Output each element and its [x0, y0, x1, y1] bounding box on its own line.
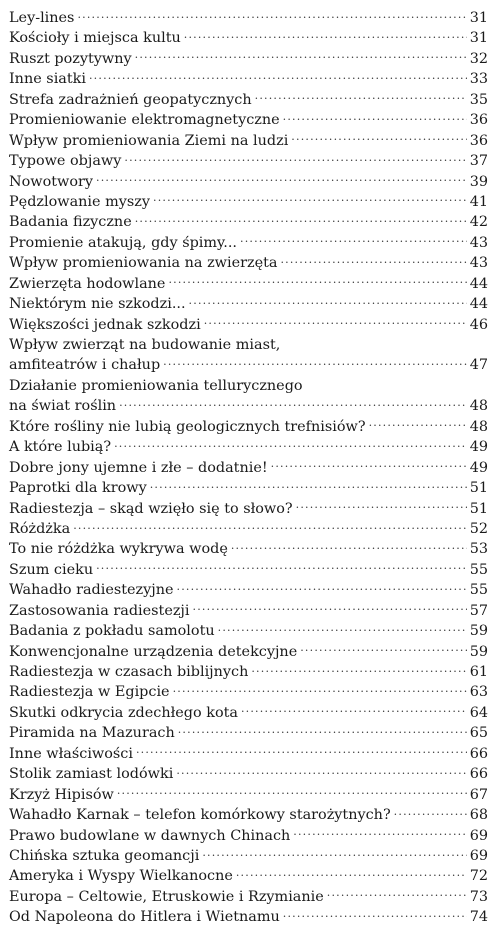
toc-entry	[9, 458, 488, 478]
toc-entry	[9, 805, 488, 825]
toc-entry-title: Piramida na Mazurach	[9, 725, 175, 742]
toc-entry-page-number: 39	[469, 173, 488, 190]
toc-entry-page-number: 61	[469, 664, 488, 681]
toc-entry-title: Szum cieku	[9, 561, 94, 578]
toc-entry-title: Dobre jony ujemne i złe – dodatnie!	[9, 459, 268, 476]
toc-entry-page-number: 69	[469, 847, 488, 864]
toc-entry-title: Inne siatki	[9, 71, 86, 88]
dot-leader	[178, 723, 467, 737]
toc-entry-title: Paprotki dla krowy	[9, 480, 147, 497]
toc-entry	[9, 376, 488, 417]
toc-entry-title: Inne właściwości	[9, 745, 133, 762]
toc-entry	[9, 478, 488, 498]
dot-leader	[117, 785, 467, 799]
table-of-contents	[9, 8, 488, 928]
toc-entry-title: Promieniowanie elektromagnetyczne	[9, 112, 280, 129]
toc-entry-title: Zwierzęta hodowlane	[9, 275, 166, 292]
dot-leader	[283, 110, 467, 124]
toc-entry-title: Promienie atakują, gdy śpimy...	[9, 234, 237, 251]
dot-leader	[293, 826, 466, 840]
toc-entry-page-number: 66	[469, 766, 488, 783]
toc-entry-title: Typowe objawy	[9, 153, 122, 170]
toc-entry	[9, 642, 488, 662]
toc-entry	[9, 28, 488, 48]
toc-entry	[9, 335, 488, 376]
toc-entry	[9, 703, 488, 723]
dot-leader	[89, 69, 467, 83]
toc-entry	[9, 437, 488, 457]
toc-entry-page-number: 64	[469, 704, 488, 721]
toc-entry	[9, 315, 488, 335]
toc-entry-page-number: 67	[469, 786, 488, 803]
dot-leader	[218, 621, 467, 635]
toc-entry-page-number: 44	[469, 275, 488, 292]
toc-entry-page-number: 35	[469, 91, 488, 108]
toc-entry	[9, 785, 488, 805]
toc-entry-page-number: 74	[469, 909, 488, 926]
toc-entry-title: Wahadło radiestezyjne	[9, 582, 174, 599]
toc-entry-page-number: 65	[469, 725, 488, 742]
toc-entry-page-number: 36	[469, 112, 488, 129]
toc-entry-title-line1: Działanie promieniowania tellurycznego	[9, 377, 303, 394]
toc-entry-title: Wpływ promieniowania na zwierzęta	[9, 255, 278, 272]
dot-leader	[202, 846, 466, 860]
toc-entry-page-number: 69	[469, 827, 488, 844]
toc-entry-title: Radiestezja – skąd wzięło się to słowo?	[9, 500, 293, 517]
dot-leader	[280, 253, 466, 267]
dot-leader	[73, 519, 467, 533]
toc-entry	[9, 172, 488, 192]
dot-leader	[255, 90, 467, 104]
toc-entry-page-number: 51	[469, 500, 488, 517]
dot-leader	[96, 172, 467, 186]
toc-entry-page-number: 37	[469, 153, 488, 170]
toc-entry	[9, 8, 488, 28]
toc-entry-title: To nie różdżka wykrywa wodę	[9, 541, 228, 558]
toc-entry	[9, 580, 488, 600]
toc-entry	[9, 131, 488, 151]
toc-entry-page-number: 49	[469, 459, 488, 476]
toc-entry-title: Ameryka i Wyspy Wielkanocne	[9, 868, 233, 885]
toc-entry-title: Radiestezja w czasach biblijnych	[9, 664, 249, 681]
dot-leader	[291, 131, 466, 145]
toc-entry-page-number: 52	[469, 520, 488, 537]
toc-entry-title: Większości jednak szkodzi	[9, 316, 201, 333]
dot-leader	[240, 233, 467, 247]
dot-leader	[204, 315, 467, 329]
toc-entry-title: Konwencjonalne urządzenia detekcyjne	[9, 643, 298, 660]
toc-entry	[9, 826, 488, 846]
toc-entry	[9, 621, 488, 641]
toc-entry	[9, 601, 488, 621]
dot-leader	[394, 805, 467, 819]
toc-entry-title: Badania z pokładu samolotu	[9, 623, 215, 640]
dot-leader	[369, 417, 467, 431]
toc-entry-page-number: 53	[469, 541, 488, 558]
toc-entry-page-number: 42	[469, 214, 488, 231]
toc-entry-title: Nowotwory	[9, 173, 94, 190]
toc-entry-page-number: 63	[469, 684, 488, 701]
toc-entry-title: Kościoły i miejsca kultu	[9, 30, 181, 47]
dot-leader	[124, 151, 466, 165]
toc-entry	[9, 253, 488, 273]
toc-entry-page-number: 66	[469, 745, 488, 762]
dot-leader	[236, 866, 467, 880]
toc-entry	[9, 764, 488, 784]
toc-entry-title: Wahadło Karnak – telefon komórkowy starożytnych?	[9, 807, 391, 824]
toc-entry	[9, 192, 488, 212]
toc-entry	[9, 294, 488, 314]
toc-entry-title: Radiestezja w Egipcie	[9, 684, 170, 701]
dot-leader	[176, 764, 466, 778]
toc-entry-page-number: 44	[469, 296, 488, 313]
dot-leader	[184, 28, 467, 42]
toc-entry-title: Stolik zamiast lodówki	[9, 766, 174, 783]
dot-leader	[77, 8, 466, 22]
dot-leader	[189, 294, 467, 308]
toc-entry	[9, 846, 488, 866]
toc-entry	[9, 662, 488, 682]
dot-leader	[150, 478, 467, 492]
toc-entry-page-number: 33	[469, 71, 488, 88]
dot-leader	[96, 560, 467, 574]
toc-entry-page-number: 55	[469, 582, 488, 599]
toc-entry-page-number: 43	[469, 255, 488, 272]
dot-leader	[271, 458, 467, 472]
dot-leader	[173, 682, 467, 696]
toc-entry-page-number: 68	[469, 807, 488, 824]
toc-entry-page-number: 31	[469, 30, 488, 47]
toc-entry-title: Chińska sztuka geomancji	[9, 847, 200, 864]
toc-entry	[9, 560, 488, 580]
dot-leader	[177, 580, 467, 594]
dot-leader	[251, 662, 466, 676]
toc-entry-page-number: 48	[469, 398, 488, 415]
toc-entry-title: Wpływ promieniowania Ziemi na ludzi	[9, 132, 289, 149]
dot-leader	[163, 355, 467, 369]
dot-leader	[135, 212, 467, 226]
toc-entry-title: Krzyż Hipisów	[9, 786, 114, 803]
toc-entry-title: Skutki odkrycia zdechłego kota	[9, 704, 238, 721]
dot-leader	[283, 907, 467, 921]
toc-entry-page-number: 48	[469, 418, 488, 435]
toc-entry-title: Badania fizyczne	[9, 214, 132, 231]
toc-entry-page-number: 41	[469, 193, 488, 210]
dot-leader	[231, 539, 467, 553]
dot-leader	[193, 601, 467, 615]
toc-entry	[9, 744, 488, 764]
toc-entry-page-number: 31	[469, 10, 488, 26]
toc-entry	[9, 682, 488, 702]
dot-leader	[153, 192, 467, 206]
dot-leader	[135, 49, 467, 63]
toc-entry	[9, 274, 488, 294]
toc-entry	[9, 499, 488, 519]
toc-entry-title: Strefa zadrażnień geopatycznych	[9, 91, 252, 108]
toc-entry-page-number: 73	[469, 888, 488, 905]
toc-entry-title: Różdżka	[9, 520, 71, 537]
toc-entry-title-line2: amfiteatrów i chałup	[9, 357, 161, 374]
dot-leader	[241, 703, 467, 717]
toc-entry	[9, 907, 488, 927]
toc-entry-title: A które lubią?	[9, 439, 112, 456]
toc-entry-title-line2: na świat roślin	[9, 398, 117, 415]
toc-entry-title: Ruszt pozytywny	[9, 50, 132, 67]
toc-entry-page-number: 43	[469, 234, 488, 251]
toc-entry	[9, 233, 488, 253]
toc-entry-page-number: 57	[469, 602, 488, 619]
dot-leader	[296, 499, 467, 513]
toc-entry-page-number: 59	[469, 643, 488, 660]
toc-entry	[9, 49, 488, 69]
toc-entry-title: Od Napoleona do Hitlera i Wietnamu	[9, 909, 280, 926]
dot-leader	[300, 642, 466, 656]
toc-entry	[9, 212, 488, 232]
toc-entry	[9, 539, 488, 559]
toc-entry-title-line1: Wpływ zwierząt na budowanie miast,	[9, 337, 281, 353]
dot-leader	[136, 744, 467, 758]
toc-entry-title: Pędzlowanie myszy	[9, 193, 150, 210]
toc-entry-page-number: 72	[469, 868, 488, 885]
toc-entry-title: Ley-lines	[9, 10, 75, 26]
toc-entry-page-number: 59	[469, 623, 488, 640]
toc-entry	[9, 887, 488, 907]
dot-leader	[327, 887, 467, 901]
toc-entry-page-number: 32	[469, 50, 488, 67]
toc-entry	[9, 723, 488, 743]
toc-entry-page-number: 49	[469, 439, 488, 456]
toc-entry-title: Europa – Celtowie, Etruskowie i Rzymianie	[9, 888, 324, 905]
toc-entry-page-number: 36	[469, 132, 488, 149]
toc-entry-page-number: 46	[469, 316, 488, 333]
toc-entry	[9, 417, 488, 437]
toc-entry-page-number: 55	[469, 561, 488, 578]
toc-entry	[9, 69, 488, 89]
toc-entry	[9, 110, 488, 130]
toc-entry-title: Prawo budowlane w dawnych Chinach	[9, 827, 291, 844]
toc-entry	[9, 519, 488, 539]
toc-entry-page-number: 47	[469, 357, 488, 374]
toc-entry-page-number: 51	[469, 480, 488, 497]
toc-entry-title: Zastosowania radiestezji	[9, 602, 190, 619]
toc-entry-title: Niektórym nie szkodzi...	[9, 296, 186, 313]
dot-leader	[119, 396, 467, 410]
toc-entry	[9, 866, 488, 886]
dot-leader	[168, 274, 466, 288]
toc-entry	[9, 151, 488, 171]
toc-entry	[9, 90, 488, 110]
dot-leader	[114, 437, 467, 451]
toc-entry-title: Które rośliny nie lubią geologicznych trefnisiów?	[9, 418, 366, 435]
